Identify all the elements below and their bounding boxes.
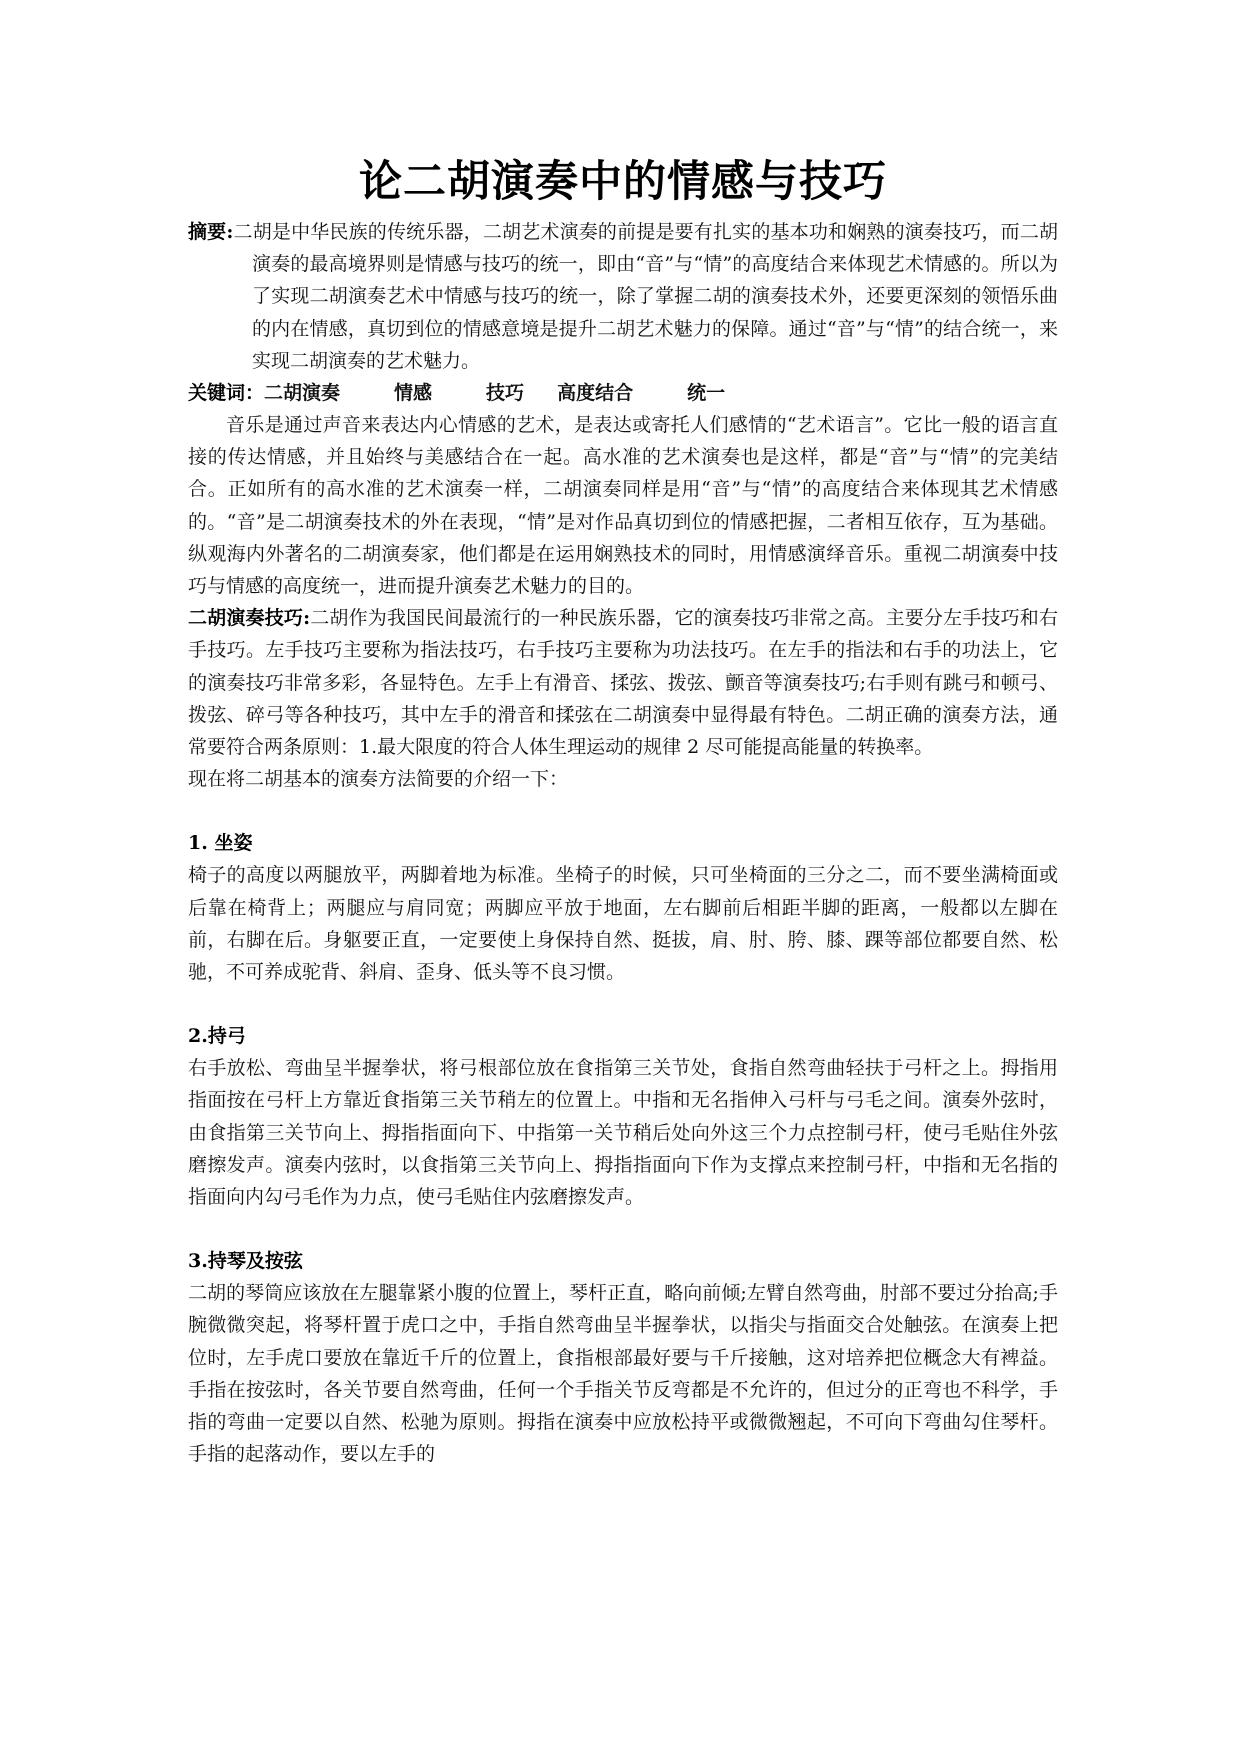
section-heading: 3.持琴及按弦 [188, 1250, 303, 1273]
document-page [188, 150, 1058, 1471]
keyword-item: 情感 [394, 382, 433, 405]
section-text: 右手放松、弯曲呈半握拳状，将弓根部位放在食指第三关节处，食指自然弯曲轻扶于弓杆之上。拇指用指面按在弓杆上方靠近食指第三关节稍左的位置上。中指和无名指伸入弓杆与弓毛之间。演奏外弦时，由食指第三关节向上、拇指指面向下、中指第一关节稍后处向外这三个力点控制弓杆，使弓毛贴住外弦磨擦发声。演奏内弦时，以食指第三关节向上、拇指指面向下作为支撑点来控制弓杆，中指和无名指的指面向内勾弓毛作为力点，使弓毛贴住内弦磨擦发声。 [188, 1057, 1058, 1209]
abstract-text: 二胡是中华民族的传统乐器，二胡艺术演奏的前提是要有扎实的基本功和娴熟的演奏技巧，而二胡演奏的最高境界则是情感与技巧的统一，即由“音”与“情”的高度结合来体现艺术情感的。所以为了实现二胡演奏艺术中情感与技巧的统一，除了掌握二胡的演奏技术外，还要更深刻的领悟乐曲的内在情感，真切到位的情感意境是提升二胡艺术魅力的保障。通过“音”与“情”的结合统一，来实现二胡演奏的艺术魅力。 [233, 221, 1058, 372]
section-sitting [188, 827, 1058, 988]
section-text: 二胡的琴筒应该放在左腿靠紧小腹的位置上，琴杆正直，略向前倾;左臂自然弯曲，肘部不要过分抬高;手腕微微突起，将琴杆置于虎口之中，手指自然弯曲呈半握拳状，以指尖与指面交合处触弦。在演奏上把位时，左手虎口要放在靠近千斤的位置上，食指根部最好要与千斤接触，这对培养把位概念大有裨益。手指在按弦时，各关节要自然弯曲，任何一个手指关节反弯都是不允许的，但过分的正弯也不科学，手指的弯曲一定要以自然、松驰为原则。拇指在演奏中应放松持平或微微翘起，不可向下弯曲勾住琴杆。手指的起落动作，要以左手的 [188, 1282, 1058, 1466]
section-text: 椅子的高度以两腿放平，两脚着地为标准。坐椅子的时候，只可坐椅面的三分之二，而不要坐满椅面或后靠在椅背上；两腿应与肩同宽；两脚应平放于地面，左右脚前后相距半脚的距离，一般都以左脚在前，右脚在后。身躯要正直，一定要使上身保持自然、挺拔，肩、肘、胯、膝、踝等部位都要自然、松驰，不可养成驼背、斜肩、歪身、低头等不良习惯。 [188, 864, 1058, 984]
section-holding-erhu [188, 1245, 1058, 1470]
keywords [188, 377, 1058, 409]
abstract-label: 摘要: [188, 221, 234, 243]
section-heading: 1. 坐姿 [188, 832, 253, 855]
keywords-label: 关键词： [188, 382, 265, 405]
keyword-item: 技巧 [486, 382, 525, 405]
keyword-item: 二胡演奏 [264, 382, 341, 405]
keyword-item: 统一 [687, 382, 726, 405]
section-gap [188, 1213, 1058, 1245]
keyword-item: 高度结合 [557, 382, 634, 405]
abstract [188, 216, 1058, 377]
technique-label: 二胡演奏技巧: [188, 607, 311, 630]
technique-text: 二胡作为我国民间最流行的一种民族乐器，它的演奏技巧非常之高。主要分左手技巧和右手技巧。左手技巧主要称为指法技巧，右手技巧主要称为功法技巧。在左手的指法和右手的功法上，它的演奏技巧非常多彩，各显特色。左手上有滑音、揉弦、拨弦、颤音等演奏技巧;右手则有跳弓和顿弓、拨弦、碎弓等各种技巧，其中左手的滑音和揉弦在二胡演奏中显得最有特色。二胡正确的演奏方法，通常要符合两条原则：1.最大限度的符合人体生理运动的规律 2 尽可能提高能量的转换率。 [188, 607, 1058, 759]
section-gap [188, 795, 1058, 827]
intro-paragraph: 音乐是通过声音来表达内心情感的艺术，是表达或寄托人们感情的“艺术语言”。它比一般的语言直接的传达情感，并且始终与美感结合在一起。高水准的艺术演奏也是这样，都是“音”与“情”的完美结合。正如所有的高水准的艺术演奏一样，二胡演奏同样是用“音”与“情”的高度结合来体现其艺术情感的。“音”是二胡演奏技术的外在表现，“情”是对作品真切到位的情感把握，二者相互依存，互为基础。纵观海内外著名的二胡演奏家，他们都是在运用娴熟技术的同时，用情感演绎音乐。重视二胡演奏中技巧与情感的高度统一，进而提升演奏艺术魅力的目的。 [188, 414, 1058, 598]
method-intro: 现在将二胡基本的演奏方法简要的介绍一下： [188, 768, 569, 791]
document-title: 论二胡演奏中的情感与技巧 [359, 157, 887, 207]
section-gap [188, 988, 1058, 1020]
section-holding-bow [188, 1020, 1058, 1213]
section-heading: 2.持弓 [188, 1025, 246, 1048]
technique-paragraph [188, 602, 1058, 763]
